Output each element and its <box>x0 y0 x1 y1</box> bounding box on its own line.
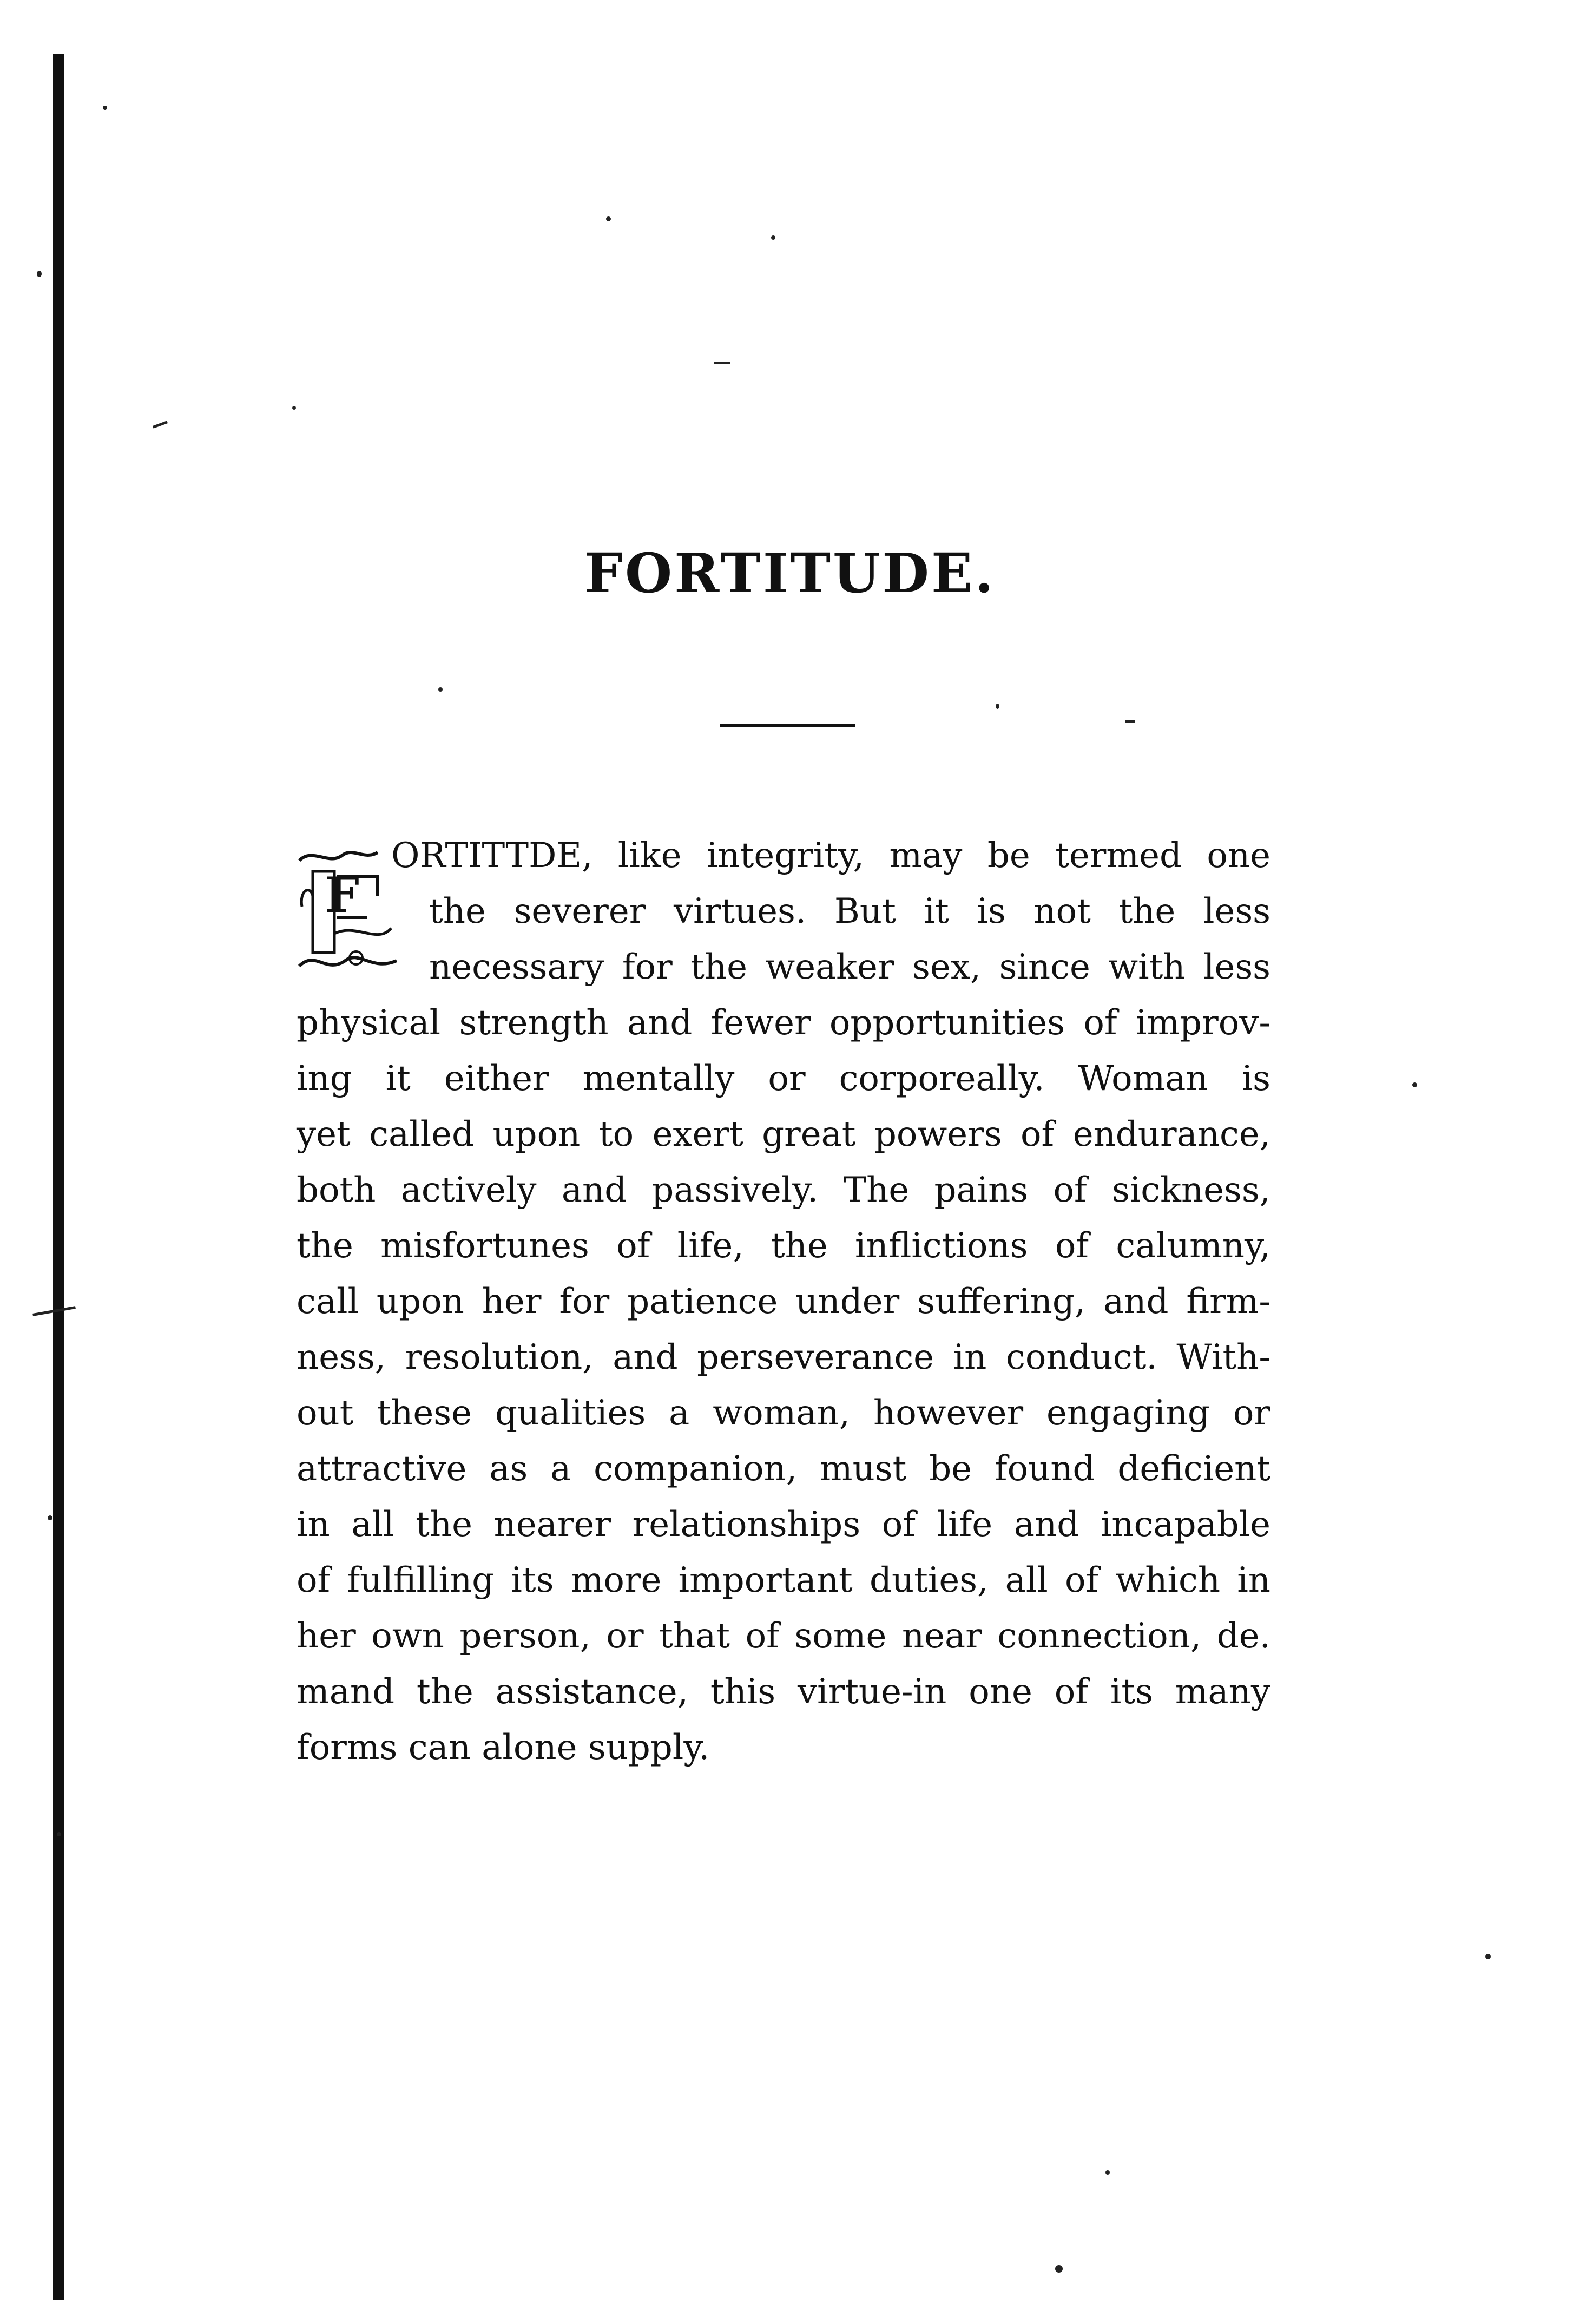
print-dash <box>1125 720 1135 723</box>
body-line: ness, resolution, and perseverance in conduct. With- <box>297 1337 1270 1377</box>
title-divider-rule <box>720 724 855 727</box>
body-line: ORTITTDE, like integrity, may be termed one <box>391 836 1270 876</box>
chapter-body-text <box>297 828 1270 1776</box>
print-speck <box>1055 2265 1063 2273</box>
print-speck <box>771 235 775 240</box>
print-speck <box>438 687 443 692</box>
chapter-title: FORTITUDE. <box>584 541 996 605</box>
body-line: in all the nearer relationships of life and incapable <box>297 1505 1270 1545</box>
print-speck <box>1412 1082 1417 1087</box>
print-speck <box>103 106 107 110</box>
body-line: attractive as a companion, must be found deficient <box>297 1449 1270 1489</box>
print-speck <box>37 271 42 277</box>
print-speck <box>57 1832 61 1836</box>
body-line: the severer virtues. But it is not the less <box>429 891 1270 931</box>
body-line: of fulfilling its more important duties, all of which in <box>297 1560 1270 1600</box>
body-line: forms can alone supply. <box>297 1728 710 1768</box>
drop-cap-letter: F <box>325 866 359 924</box>
print-speck <box>48 1515 52 1520</box>
print-dash <box>714 362 730 364</box>
body-line: her own person, or that of some near connection, de. <box>297 1616 1270 1656</box>
print-speck <box>1105 2170 1110 2175</box>
body-line: the misfortunes of life, the inflictions of calumny, <box>297 1226 1270 1266</box>
print-speck <box>606 216 611 221</box>
body-line: ing it either mentally or corporeally. Woman is <box>297 1059 1270 1099</box>
body-line: call upon her for patience under suffering, and firm- <box>297 1282 1270 1322</box>
binding-edge-rule <box>53 54 64 2300</box>
body-line: necessary for the weaker sex, since with less <box>429 947 1270 987</box>
body-line: yet called upon to exert great powers of endurance, <box>297 1114 1270 1154</box>
print-speck <box>292 406 296 410</box>
print-dash <box>153 421 168 428</box>
print-speck <box>1485 1954 1491 1959</box>
body-line: physical strength and fewer opportunities of improv- <box>297 1003 1270 1043</box>
body-line: both actively and passively. The pains of sickness, <box>297 1170 1270 1210</box>
print-speck <box>996 704 999 709</box>
body-line: out these qualities a woman, however engaging or <box>297 1393 1270 1433</box>
body-line: mand the assistance, this virtue-in one of its many <box>297 1672 1270 1712</box>
